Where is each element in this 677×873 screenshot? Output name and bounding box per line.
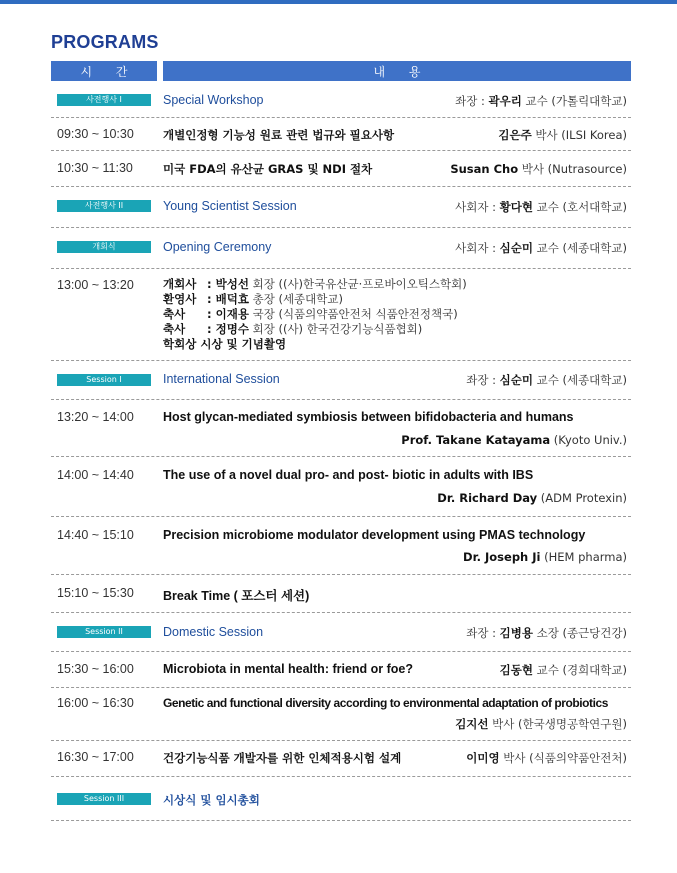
time-slot: 16:00 ~ 16:30	[57, 696, 134, 710]
speaker-info: 이미영 박사 (식품의약품안전처)	[466, 751, 627, 765]
session-title: International Session	[163, 372, 280, 386]
session-row-pre-event-2	[51, 186, 631, 228]
moderator-info: 사회자 : 황다현 교수 (호서대학교)	[455, 200, 627, 214]
session-badge: Session II	[57, 626, 151, 638]
session-row-pre-event-1	[51, 81, 631, 118]
speaker-info: Prof. Takane Katayama (Kyoto Univ.)	[401, 433, 627, 447]
chair-info: 좌장 : 김병용 소장 (종근당건강)	[466, 626, 627, 640]
time-slot: 13:20 ~ 14:00	[57, 410, 134, 424]
session-row-opening	[51, 227, 631, 269]
time-slot: 15:30 ~ 16:00	[57, 662, 134, 676]
session-badge: 사전행사 II	[57, 200, 151, 212]
speaker-info: 김지선 박사 (한국생명공학연구원)	[455, 717, 627, 731]
session-title: Special Workshop	[163, 93, 264, 107]
program-row	[51, 651, 631, 688]
talk-title: Host glycan-mediated symbiosis between bifidobacteria and humans	[163, 410, 574, 424]
talk-title: 건강기능식품 개발자를 위한 인체적용시험 설계	[163, 751, 402, 765]
program-row-opening-speeches	[51, 268, 631, 361]
program-row	[51, 117, 631, 151]
session-title: 시상식 및 임시총회	[163, 793, 260, 807]
moderator-info: 사회자 : 심순미 교수 (세종대학교)	[455, 241, 627, 255]
header-content-cell: 내 용	[163, 61, 631, 81]
time-slot: 14:40 ~ 15:10	[57, 528, 134, 542]
chair-info: 좌장 : 심순미 교수 (세종대학교)	[466, 373, 627, 387]
speaker-info: Dr. Joseph Ji (HEM pharma)	[463, 550, 627, 564]
speaker-info: Susan Cho 박사 (Nutrasource)	[450, 162, 627, 176]
header-time-cell: 시 간	[51, 61, 157, 81]
session-row-session-3	[51, 776, 631, 821]
break-title: Break Time ( 포스터 세션)	[163, 589, 310, 603]
program-row	[51, 687, 631, 741]
time-slot: 16:30 ~ 17:00	[57, 750, 134, 764]
time-slot: 10:30 ~ 11:30	[57, 161, 133, 175]
session-title: Young Scientist Session	[163, 199, 297, 213]
program-row	[51, 399, 631, 457]
talk-title: Microbiota in mental health: friend or foe?	[163, 662, 414, 676]
speaker-info: 김은주 박사 (ILSI Korea)	[498, 128, 627, 142]
program-row-break	[51, 574, 631, 613]
chair-info: 좌장 : 곽우리 교수 (가톨릭대학교)	[455, 94, 627, 108]
page-title: PROGRAMS	[51, 32, 159, 52]
speech-line: 축사 : 이재용 국장 (식품의약품안전처 식품안전정책국)	[163, 307, 458, 321]
session-title: Domestic Session	[163, 625, 264, 639]
program-row	[51, 150, 631, 187]
time-slot: 09:30 ~ 10:30	[57, 127, 134, 141]
time-slot: 14:00 ~ 14:40	[57, 468, 134, 482]
session-badge: 사전행사 I	[57, 94, 151, 106]
talk-title: Precision microbiome modulator development using PMAS technology	[163, 528, 586, 542]
session-badge: Session III	[57, 793, 151, 805]
speaker-info: Dr. Richard Day (ADM Protexin)	[437, 491, 627, 505]
time-slot: 15:10 ~ 15:30	[57, 586, 134, 600]
program-row	[51, 516, 631, 575]
program-row	[51, 740, 631, 777]
program-row	[51, 456, 631, 517]
session-badge: 개회식	[57, 241, 151, 253]
speech-line: 개회사 : 박성선 회장 ((사)한국유산균·프로바이오틱스학회)	[163, 277, 467, 291]
talk-title: 개별인정형 기능성 원료 관련 법규와 필요사항	[163, 128, 395, 142]
speech-line: 축사 : 정명수 회장 ((사) 한국건강기능식품협회)	[163, 322, 423, 336]
speech-list	[163, 277, 467, 352]
session-row-session-2	[51, 612, 631, 652]
talk-title: The use of a novel dual pro- and post- biotic in adults with IBS	[163, 468, 534, 482]
session-row-session-1	[51, 360, 631, 400]
top-accent-bar	[0, 0, 677, 4]
time-slot: 13:00 ~ 13:20	[57, 278, 134, 292]
speech-line: 학회상 시상 및 기념촬영	[163, 337, 287, 351]
session-title: Opening Ceremony	[163, 240, 272, 254]
speaker-info: 김동현 교수 (경희대학교)	[499, 663, 627, 677]
speech-line: 환영사 : 배덕효 총장 (세종대학교)	[163, 292, 343, 306]
talk-title: 미국 FDA의 유산균 GRAS 및 NDI 절차	[163, 162, 373, 176]
session-badge: Session I	[57, 374, 151, 386]
talk-title: Genetic and functional diversity according to environmental adaptation of probiotics	[163, 696, 608, 710]
